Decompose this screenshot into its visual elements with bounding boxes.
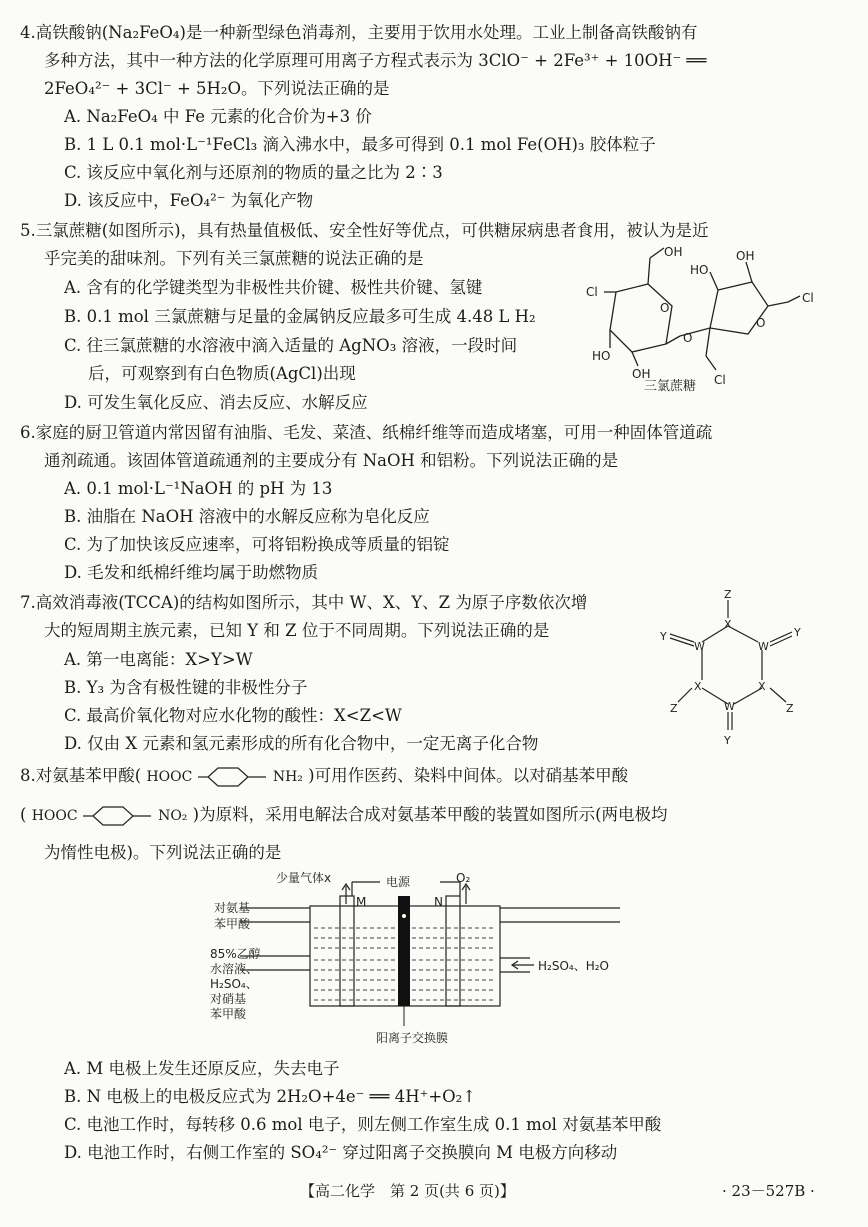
molecule-no2-label: NO₂ [158, 808, 188, 824]
q6-stem-line1: 6.家庭的厨卫管道内常因留有油脂、毛发、菜渣、纸棉纤维等而造成堵塞，可用一种固体管道疏 [20, 423, 713, 442]
molecule-hooc-label-2: HOOC [31, 808, 78, 824]
fig-label-cl-bottom: Cl [714, 373, 726, 387]
fig-electrode-n: N [434, 895, 443, 909]
molecule-nh2-label: NH₂ [272, 769, 303, 785]
electrolysis-cell-figure [200, 866, 640, 1052]
q5-option-b: B. 0.1 mol 三氯蔗糖与足量的金属钠反应最多可生成 4.48 L H₂ [64, 307, 536, 326]
fig-left-label-7: 苯甲酸 [210, 1007, 247, 1021]
q5-option-c-line2: 后，可观察到有白色物质(AgCl)出现 [88, 364, 356, 383]
q4-option-c: C. 该反应中氧化剂与还原剂的物质的量之比为 2∶3 [64, 163, 443, 182]
fig-y-right: Y [794, 626, 801, 639]
q8-stem-line1 [20, 765, 628, 788]
q8-stem-line2 [20, 804, 668, 827]
q5-stem-line2: 乎完美的甜味剂。下列有关三氯蔗糖的说法正确的是 [44, 249, 424, 268]
q6-stem-line2: 通剂疏通。该固体管道疏通剂的主要成分有 NaOH 和铝粉。下列说法正确的是 [44, 451, 619, 470]
q8-option-d: D. 电池工作时，右侧工作室的 SO₄²⁻ 穿过阳离子交换膜向 M 电极方向移动 [64, 1143, 618, 1162]
fig-power: 电源 [386, 875, 411, 889]
fig-x-left: X [694, 680, 702, 693]
fig-label-cl-right: Cl [802, 291, 814, 305]
fig-label-ring-o1: O [660, 301, 670, 315]
fig-left-label-6: 对硝基 [210, 992, 247, 1006]
fig-left-label-5: H₂SO₄、 [210, 977, 258, 991]
sucralose-structure-figure [580, 244, 850, 394]
fig-label-cl-left: Cl [586, 285, 598, 299]
fig-z-top: Z [724, 588, 732, 601]
benzene-ring-icon [198, 766, 268, 788]
fig-y-bottom: Y [724, 734, 731, 747]
q4-stem-line3: 2FeO₄²⁻ + 3Cl⁻ + 5H₂O。下列说法正确的是 [44, 79, 390, 98]
q4-option-b: B. 1 L 0.1 mol·L⁻¹FeCl₃ 滴入沸水中，最多可得到 0.1 mol Fe(OH)₃ 胶体粒子 [64, 135, 656, 154]
fig-w-right: W [758, 640, 769, 653]
fig-label-oh-right: OH [736, 249, 755, 263]
q7-option-c: C. 最高价氧化物对应水化物的酸性：X<Z<W [64, 706, 402, 725]
fig-label-ring-o2: O [756, 316, 766, 330]
q8-line1-start: 8.对氨基苯甲酸( [20, 766, 142, 785]
fig-w-left: W [694, 640, 705, 653]
q7-option-d: D. 仅由 X 元素和氢元素形成的所有化合物中，一定无离子化合物 [64, 734, 539, 753]
fig-z-right: Z [786, 702, 794, 715]
fig-right-label: H₂SO₄、H₂O [538, 959, 609, 973]
q7-stem-line2: 大的短周期主族元素，已知 Y 和 Z 位于不同周期。下列说法正确的是 [44, 621, 550, 640]
q7-option-a: A. 第一电离能：X>Y>W [64, 650, 253, 669]
q4-option-a: A. Na₂FeO₄ 中 Fe 元素的化合价为+3 价 [64, 107, 372, 126]
q5-option-a: A. 含有的化学键类型为非极性共价键、极性共价键、氢键 [64, 278, 483, 297]
fig-x-right: X [758, 680, 766, 693]
page-code: · 23－527B · [722, 1182, 815, 1200]
fig-caption: 三氯蔗糖 [644, 379, 697, 394]
fig-electrode-m: M [356, 895, 367, 909]
fig-y-left: Y [660, 630, 667, 643]
q4-stem-line2: 多种方法，其中一种方法的化学原理可用离子方程式表示为 3ClO⁻ + 2Fe³⁺ + 10OH⁻ ══ [44, 51, 707, 70]
q8-line1-end: )可用作医药、染料中间体。以对硝基苯甲酸 [308, 766, 629, 785]
benzene-ring-icon [83, 805, 153, 827]
page-footer: 【高二化学 第 2 页(共 6 页)】 [300, 1182, 515, 1200]
q8-line2-end: )为原料，采用电解法合成对氨基苯甲酸的装置如图所示(两电极均 [192, 805, 668, 824]
q5-option-d: D. 可发生氧化反应、消去反应、水解反应 [64, 393, 368, 412]
fig-label-bridge-o: O [683, 331, 693, 345]
fig-o2: O₂ [456, 871, 471, 885]
q5-option-c-line1: C. 往三氯蔗糖的水溶液中滴入适量的 AgNO₃ 溶液，一段时间 [64, 336, 518, 355]
q8-stem-line3: 为惰性电极)。下列说法正确的是 [44, 843, 282, 862]
q4-stem-line1: 4.高铁酸钠(Na₂FeO₄)是一种新型绿色消毒剂，主要用于饮用水处理。工业上制备高铁酸钠有 [20, 23, 698, 42]
q8-option-b: B. N 电极上的电极反应式为 2H₂O+4e⁻ ══ 4H⁺+O₂↑ [64, 1087, 477, 1106]
q7-stem-line1: 7.高效消毒液(TCCA)的结构如图所示，其中 W、X、Y、Z 为原子序数依次增 [20, 593, 588, 612]
molecule-hooc-label: HOOC [146, 769, 193, 785]
q8-option-a: A. M 电极上发生还原反应，失去电子 [64, 1059, 340, 1078]
q8-option-c: C. 电池工作时，每转移 0.6 mol 电子，则左侧工作室生成 0.1 mol 对氨基苯甲酸 [64, 1115, 662, 1134]
q7-option-b: B. Y₃ 为含有极性键的非极性分子 [64, 678, 308, 697]
fig-x-top: X [724, 618, 732, 631]
fig-left-label-3: 85%乙醇 [210, 947, 261, 961]
fig-z-left: Z [670, 702, 678, 715]
fig-label-oh-bottom: OH [632, 367, 651, 381]
q6-option-d: D. 毛发和纸棉纤维均属于助燃物质 [64, 563, 319, 582]
fig-w-bottom: W [724, 700, 735, 713]
q6-option-b: B. 油脂在 NaOH 溶液中的水解反应称为皂化反应 [64, 507, 430, 526]
fig-left-label-1: 对氨基 [214, 901, 251, 915]
fig-label-ho-top: HO [690, 263, 709, 277]
tcca-structure-figure [650, 588, 820, 748]
q5-stem-line1: 5.三氯蔗糖(如图所示)，具有热量值极低、安全性好等优点，可供糖尿病患者食用，被认为是近 [20, 221, 709, 240]
q6-option-c: C. 为了加快该反应速率，可将铝粉换成等质量的铝锭 [64, 535, 450, 554]
q8-line2-start: ( [20, 805, 27, 824]
fig-left-label-2: 苯甲酸 [214, 917, 251, 931]
q6-option-a: A. 0.1 mol·L⁻¹NaOH 的 pH 为 13 [64, 479, 333, 498]
fig-membrane-label: 阳离子交换膜 [376, 1031, 449, 1045]
fig-label-oh-top: OH [664, 245, 683, 259]
q4-option-d: D. 该反应中，FeO₄²⁻ 为氧化产物 [64, 191, 314, 210]
fig-label-ho-left: HO [592, 349, 611, 363]
fig-left-label-4: 水溶液、 [210, 962, 259, 976]
fig-gas-x: 少量气体x [276, 871, 332, 885]
